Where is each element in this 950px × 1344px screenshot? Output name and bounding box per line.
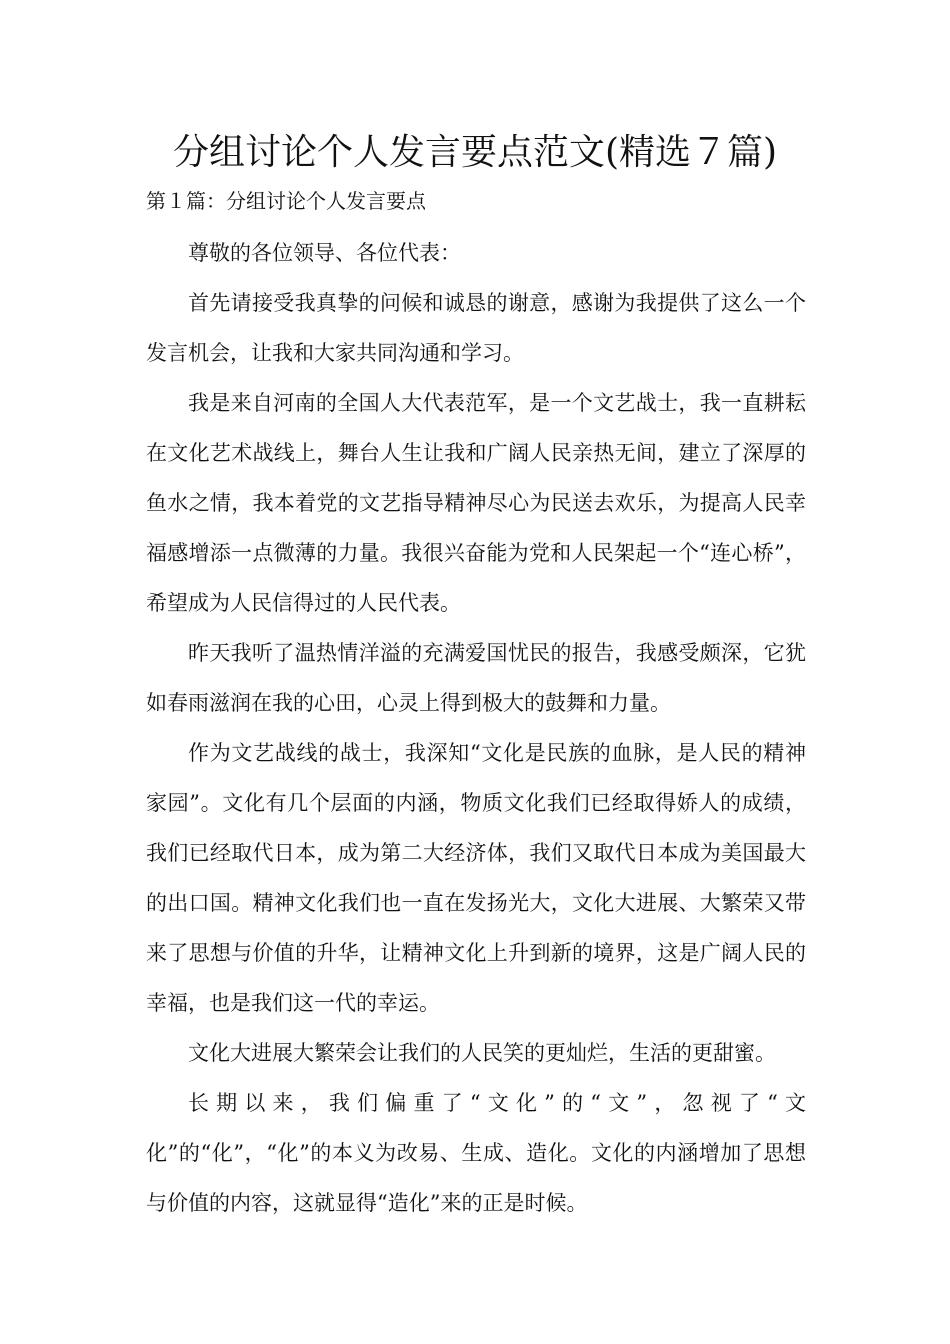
paragraph: 首先请接受我真挚的问候和诚恳的谢意，感谢为我提供了这么一个发言机会，让我和大家共同沟通和学习。 [146, 291, 806, 365]
paragraph: 我是来自河南的全国人大代表范军，是一个文艺战士，我一直耕耘在文化艺术战线上，舞台人生让我和广阔人民亲热无间，建立了深厚的鱼水之情，我本着党的文艺指导精神尽心为民送去欢乐，为提高人民幸福感增添一点微薄的力量。我很兴奋能为党和人民架起一个“连心桥”，希望成为人民信得过的人民代表。 [146, 391, 806, 615]
paragraph-salutation: 尊敬的各位领导、各位代表： [188, 241, 461, 265]
paragraph: 长期以来，我们偏重了“文化”的“文”，忽视了“文化”的“化”，“化”的本义为改易、生成、造化。文化的内涵增加了思想与价值的内容，这就显得“造化”来的正是时候。 [146, 1091, 806, 1215]
paragraph: 昨天我听了温热情洋溢的充满爱国忧民的报告，我感受颇深，它犹如春雨滋润在我的心田，心灵上得到极大的鼓舞和力量。 [146, 641, 806, 715]
paragraph: 文化大进展大繁荣会让我们的人民笑的更灿烂，生活的更甜蜜。 [188, 1041, 776, 1065]
paragraph: 作为文艺战线的战士，我深知“文化是民族的血脉，是人民的精神家园”。文化有几个层面的内涵，物质文化我们已经取得娇人的成绩，我们已经取代日本，成为第二大经济体，我们又取代日本成为美国最大的出口国。精神文化我们也一直在发扬光大，文化大进展、大繁荣又带来了思想与价值的升华，让精神文化上升到新的境界，这是广阔人民的幸福，也是我们这一代的幸运。 [146, 741, 806, 1015]
document-title: 分组讨论个人发言要点范文(精选７篇) [172, 132, 778, 173]
section-heading: 第１篇：分组讨论个人发言要点 [146, 189, 426, 213]
document-body [146, 228, 806, 1228]
